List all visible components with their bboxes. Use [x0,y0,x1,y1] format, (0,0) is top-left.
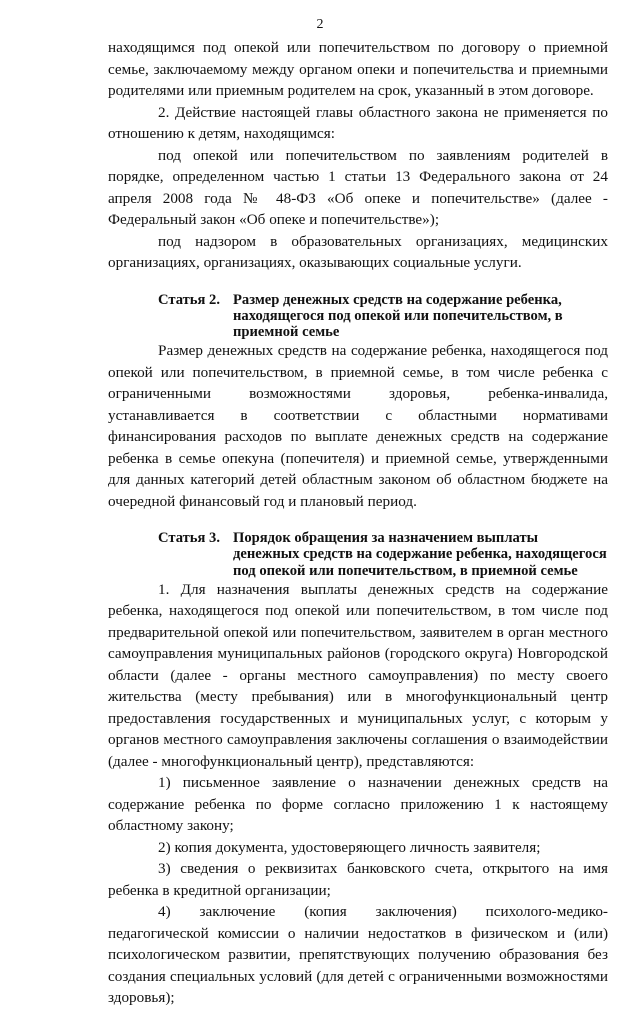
paragraph-sub-2: под надзором в образовательных организациях, медицинских организациях, организациях, оказывающих социальные услуги. [108,232,608,271]
list-item-2: 2) копия документа, удостоверяющего личность заявителя; [158,838,541,856]
article-2-heading [108,292,608,341]
continuation-paragraph: находящимся под опекой или попечительством по договору о приемной семье, заключаемому между органом опеки и попечительства и приемными родителями или приемным родителем на срок, указанный в этом договоре. [108,39,608,99]
list-item-3: 3) сведения о реквизитах банковского счета, открытого на имя ребенка в кредитной организации; [108,860,608,899]
article-3-number: Статья 3. [158,530,220,547]
article-3-title: Порядок обращения за назначением выплаты денежных средств на содержание ребенка, находящегося под опекой или попечительством, в приемной семье [233,530,607,579]
paragraph-sub-1: под опекой или попечительством по заявлениям родителей в порядке, определенном частью 1 статьи 13 Федерального закона от 24 апреля 2008 года № 48-ФЗ «Об опеке и попечительстве» (далее - Федеральный закон «Об опеке и попечительстве»); [108,146,608,228]
article-2-title: Размер денежных средств на содержание ребенка, находящегося под опекой или попечительством, в приемной семье [233,291,563,340]
document-body [108,37,608,1009]
page-number: 2 [316,17,324,32]
list-item-1: 1) письменное заявление о назначении денежных средств на содержание ребенка по форме согласно приложению 1 к настоящему областному закону; [108,774,608,835]
article-2-text: Размер денежных средств на содержание ребенка, находящегося под опекой или попечительством, в приемной семье, в том числе ребенка с ограниченными возможностями здоровья, ребенка-инвалида, устанавливается в соответствии с областными нормативами финансирования расходов по выплате денежных средств на содержание ребенка в семье опекуна (попечителя) и приемной семье, утвержденными для данных категорий детей областным законом об областном бюджете на очередной финансовый год и плановый период. [108,342,608,510]
article-3-item-1: 1. Для назначения выплаты денежных средств на содержание ребенка, находящегося под опекой или попечительством, в том числе под предварительной опекой или попечительством, заявителем в орган местного самоуправления муниципальных районов (городского округа) Новгородской области (далее - органы местного самоуправления) по месту своего жительства (месту пребывания) или в многофункциональный центр предоставления государственных и муниципальных услуг, с которым у органов местного самоуправления заключены соглашения о взаимодействии (далее - многофункциональный центр), представляются: [108,580,608,770]
paragraph-item-2: 2. Действие настоящей главы областного закона не применяется по отношению к детям, находящимся: [108,103,608,142]
article-3-heading [108,530,608,579]
list-item-4: 4) заключение (копия заключения) психолого-медико-педагогической комиссии о наличии недостатков в физическом и (или) психологическом развитии, препятствующих получению образования без создания специальных условий (для детей с ограниченными возможностями здоровья); [108,903,608,1007]
article-2-number: Статья 2. [158,291,220,308]
